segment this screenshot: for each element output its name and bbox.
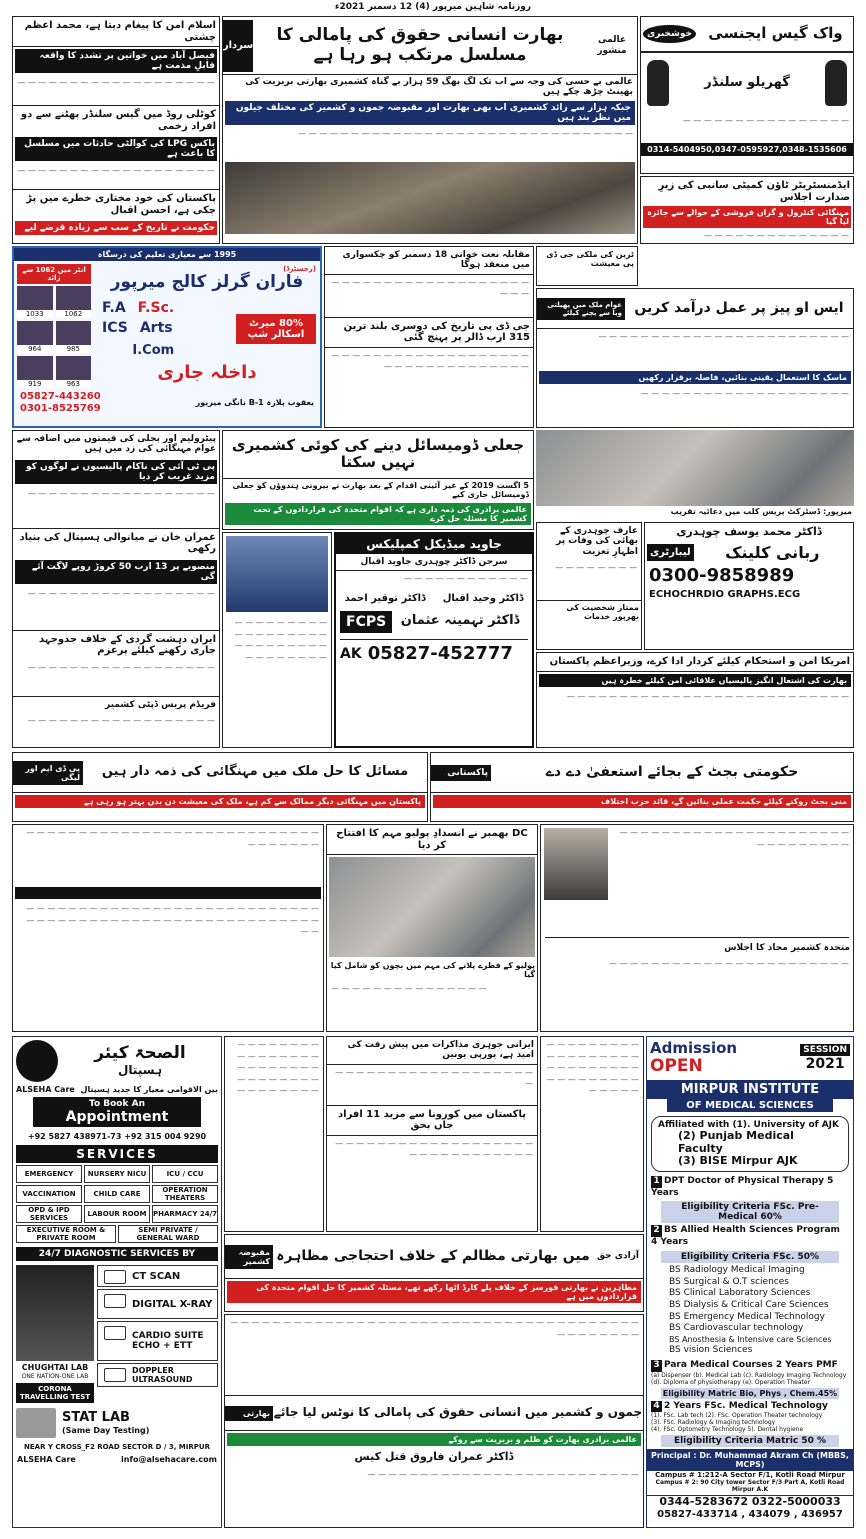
left-headline-4: پاکستان کی خود مختاری خطرے میں پڑ چکی ہے، احسن اقبال <box>13 189 219 219</box>
jammu-headline: جموں و کشمیر میں انسانی حقوق کی پامالی کا نوٹس لیا جائے <box>273 1405 643 1420</box>
sop-body-2: — — — — — — — — — — — — — — — — — — — — <box>640 389 849 398</box>
mirpur-prog-3: 3 Para Medical Courses 2 Years PMF <box>651 1360 849 1372</box>
alseha-book: To Book An <box>89 1099 145 1110</box>
mirpur-elig-3: Eligibility Matric Bio, Phys , Chem.45% <box>662 1388 838 1398</box>
left-lower-stories <box>12 824 324 1032</box>
alseha-appointment: Appointment <box>65 1109 169 1126</box>
band-red-right: منی بجٹ روکنے کیلئے حکمت عملی بنائیں گے، قائد حزب اختلاف <box>433 795 851 808</box>
mid-body-2: — — — — — — — — — — — — — — — — — — <box>27 588 215 598</box>
mirpur-elig-4: Eligibility Criteria Matric 50 % <box>661 1435 839 1447</box>
left-body-1: — — — — — — — — — — — — — — — — — — — <box>17 78 215 87</box>
admin-bar: مہنگائی کنٹرول و گراں فروشی کے حوالے سے جائزہ لیا گیا <box>643 206 851 228</box>
lower-body-1: — — — — — — — — — — — — — — — — — — — — — — — — — — — — — — — — — — — <box>26 828 319 849</box>
gas-phones: 0314-5404950,0347-0595927,0348-1535606 <box>641 143 853 156</box>
right-mid-lower-body: — — — — — — — — — — — — — — — — — — — — — — — — — — — — — — — — — — — — — — — — — <box>546 1040 639 1096</box>
naat-story <box>324 246 534 428</box>
javed-surgeon: سرجن ڈاکٹر چوہدری جاوید اقبال <box>336 554 532 571</box>
xray-figure <box>16 1265 94 1361</box>
mirpur-bs-item: BS Emergency Medical Technology <box>669 1311 825 1322</box>
svc-pharmacy: PHARMACY 24/7 <box>152 1205 218 1223</box>
jammu-bar: عالمی برادری بھارت کو ظلم و بربریت سے روکے <box>227 1433 641 1446</box>
domicile-headline: جعلی ڈومیسائل دینے کی کوئی کشمیری نہیں سکتا <box>223 431 533 479</box>
college-phone-1: 05827-443260 <box>20 391 101 402</box>
alseha-email: info@alsehacare.com <box>121 1454 217 1464</box>
jammu-sub: ڈاکٹر عمران فاروق قتل کیس <box>354 1450 514 1463</box>
left-body-2: — — — — — — — — — — — — — — — — — — — <box>17 166 215 175</box>
alseha-brand: ALSEHA Care <box>16 1085 75 1094</box>
arif-headline: عارف چوہدری کے بھائی کی وفات پر اظہارِ تعزیت <box>556 526 638 557</box>
student-grid <box>17 286 91 388</box>
lead-deck-2: جبکہ ہزار سے زائد کشمیری اب بھی بھارت اور مقبوضہ جموں و کشمیر کی مختلف جیلوں میں نظر بند ہیں <box>225 101 635 125</box>
lower-body-2: — — — — — — — — — — — — — — — — — — — — — — — — — — — — — — — — — — — — — — — — — — — — — — — — — — — — — — — — — — <box>26 904 319 937</box>
mirpur-session: SESSION <box>800 1044 850 1056</box>
band-red-left: پاکستان میں مہنگائی دیگر ممالک سے کم ہے، ملک کی معیشت دن بدن بہتر ہو رہی ہے <box>15 795 425 808</box>
mirpur-aff-2: (2) Punjab Medical Faculty <box>678 1129 794 1155</box>
sharif-caption: متحدہ کشمیر محاذ کا اجلاس <box>724 943 850 953</box>
protest-kicker-left: آزادی حق <box>597 1251 639 1262</box>
admin-body: — — — — — — — — — — — — — — <box>703 231 849 240</box>
stat-sub: (Same Day Testing) <box>62 1425 150 1435</box>
mirpur-phones-1: 0344-5283672 0322-5000033 <box>647 1495 853 1509</box>
iran-headline: ایرانی جوہری مذاکرات میں پیش رفت کی امید ہے، یورپی یونین <box>327 1037 537 1065</box>
javed-medical-ad <box>334 532 534 748</box>
chughtai-lab: CHUGHTAI LAB <box>21 1363 89 1373</box>
mirpur-open: OPEN <box>650 1056 703 1077</box>
alseha-sub: بین الاقوامی معیار کا جدید ہسپتال <box>80 1085 218 1094</box>
band-left <box>12 752 428 822</box>
lead-headline: بھارت انسانی حقوق کی پامالی کا مسلسل مرتکب ہو رہا ہے <box>276 24 564 65</box>
mirpur-bs-item: BS Clinical Laboratory Sciences <box>669 1288 811 1299</box>
band-right-headline: حکومتی بجٹ کے بجائے استعفیٰ دے دے <box>545 764 799 781</box>
left-headline-2: فیصل آباد میں خواتین پر تشدد کا واقعہ قابلِ مذمت ہے <box>15 49 217 73</box>
mirpur-prog-3b: (d). Diploma of physiotherapy (e). Operation Theater <box>651 1378 811 1386</box>
jammu-kicker: بھارتی <box>225 1406 273 1421</box>
rabbani-clinic-ad <box>644 522 854 650</box>
mirpur-bs-item: BS vision Sciences <box>669 1345 753 1356</box>
mirpur-aff-3: (3) BISE Mirpur AJK <box>678 1154 798 1168</box>
mid-body-1: — — — — — — — — — — — — — — — — — — <box>27 488 215 498</box>
clinic-lab: لیبارٹری <box>647 544 694 561</box>
clinic-name: ربانی کلینک <box>725 542 820 562</box>
alseha-diag: 24/7 DIAGNOSTIC SERVICES BY <box>16 1247 218 1261</box>
sop-bar: ماسک کا استعمال یقینی بنائیں، فاصلہ برقرار رکھیں <box>539 371 851 384</box>
sop-story <box>536 288 854 428</box>
cylinder-icon <box>647 60 669 106</box>
mirpur-name-2: OF MEDICAL SCIENCES <box>667 1099 833 1112</box>
doctor-story <box>222 532 332 748</box>
lead-story <box>222 16 638 244</box>
gas-title: واک گیس ایجنسی <box>708 24 843 43</box>
faran-college-ad <box>12 246 322 428</box>
mid-headline-6: فریڈم پریس ڈپٹی کشمیر <box>13 696 219 713</box>
alseha-care-ad <box>12 1036 222 1528</box>
dx-ct-scan: CT SCAN <box>97 1265 218 1287</box>
person-photo <box>226 536 328 612</box>
mirpur-institute-ad <box>646 1036 854 1528</box>
jammu-story <box>224 1314 644 1528</box>
lead-photo <box>225 162 635 234</box>
student-photo: 964 <box>17 321 53 353</box>
us-story <box>536 652 854 748</box>
mid-headline-1: پیٹرولیم اور بجلی کی قیمتوں میں اضافہ سے عوام مہنگائی کی زد میں ہیں <box>16 434 216 455</box>
corona-body: — — — — — — — — — — — — — — — — — — — — — — — — — — — — — — — <box>335 1138 533 1160</box>
program-fa: F.A <box>102 299 126 316</box>
clinic-echo: ECHOCHRDIO GRAPHS.ECG <box>649 588 801 600</box>
protest-story <box>224 1234 644 1312</box>
lead-body: — — — — — — — — — — — — — — — — — — — — — — — — — — — — — — — — <box>298 128 633 138</box>
svc-icu: ICU / CCU <box>152 1165 218 1183</box>
sop-headline: ایس او پیز پر عمل درآمد کریں <box>634 300 844 317</box>
jammu-body-1: — — — — — — — — — — — — — — — — — — — — — — — — — — — — — — — — — — — — — — — — — — — — — — — <box>230 1318 639 1339</box>
mirpur-year: 2021 <box>805 1056 845 1073</box>
javed-ak-logo: AK <box>340 646 362 663</box>
admin-story <box>640 176 854 244</box>
band-right-kicker: پاکستانی <box>431 765 491 781</box>
domicile-bar: 5 اگست 2019 کے غیر آئینی اقدام کے بعد بھارت نے بیرونی ہندوؤں کو جعلی ڈومیسائل جاری کیے <box>232 480 529 499</box>
left-mid-column <box>12 430 220 748</box>
center-lower-left <box>224 1036 324 1232</box>
svc-labour: LABOUR ROOM <box>84 1205 150 1223</box>
stat-lab: STAT LAB <box>62 1409 130 1425</box>
mirpur-elig-2: Eligibility Criteria FSc. 50% <box>661 1251 839 1263</box>
svc-operation: OPERATION THEATERS <box>152 1185 218 1203</box>
javed-fcps: FCPS <box>340 611 392 633</box>
admin-headline: ایڈمنسٹریٹر ٹاؤن کمیٹی سانبی کی زیرِ صدارت اجلاس <box>658 180 850 203</box>
right-lower-body-2: — — — — — — — — — — — — — — — — — — — — — — — <box>609 959 849 969</box>
mirpur-bs-item: BS Cardiovascular technology <box>669 1323 804 1334</box>
svc-executive: EXECUTIVE ROOM & PRIVATE ROOM <box>16 1225 116 1243</box>
right-mid-lower <box>540 1036 644 1232</box>
us-sub: بھارت کی اشتعال انگیز پالیسیاں علاقائی امن کیلئے خطرہ ہیں <box>539 674 851 687</box>
college-badge: انٹر میں 1062 سے زائد <box>17 264 91 284</box>
left-news-column <box>12 16 220 244</box>
mirpur-prog-3a: (a) Dispenser (b). Medical Lab (c). Radiology Imaging Technology <box>651 1371 847 1379</box>
mid-headline-5: ایران دہشت گردی کے خلاف جدوجہد جاری رکھنے کیلئے پرعزم <box>13 630 219 660</box>
naat-headline: مقابلہ نعت خوانی 18 دسمبر کو چکسواری میں منعقد ہوگا <box>325 247 533 275</box>
sop-body: — — — — — — — — — — — — — — — — — — — — — — — — <box>598 332 849 341</box>
left-headline-3: کوٹلی روڈ میں گیس سلنڈر پھٹنے سے دو افراد زخمی <box>13 105 219 135</box>
train-headline: ٹرین کی ملکی جی ڈی پی معیشت <box>546 250 634 269</box>
right-lower-body: — — — — — — — — — — — — — — — — — — — — — — — — — — — — — — — <box>619 828 849 849</box>
svc-opd: OPD & IPD SERVICES <box>16 1205 82 1223</box>
us-body: — — — — — — — — — — — — — — — — — — — — — — — — — — — <box>566 691 849 701</box>
mirpur-prog-4-item: (3). FSc. Radiology & Imaging technology <box>651 1419 776 1427</box>
student-photo: 1033 <box>17 286 53 318</box>
alseha-name: الصحۃ کیئر <box>94 1043 186 1064</box>
alseha-footer-brand: ALSEHA Care <box>17 1454 76 1464</box>
gdp-body: — — — — — — — — — — — — — — — — — — — — — — — — — — — — — — — — — <box>331 350 529 372</box>
mirpur-campus-2: Campus # 2: 90 City tower Sector F/3 Part A, Kotli Road Mirpur A.K <box>655 1479 845 1494</box>
college-since: 1995 سے معیاری تعلیم کی درسگاہ <box>14 248 320 261</box>
protest-headline: میں بھارتی مظالم کے خلاف احتجاجی مظاہرہ <box>276 1248 590 1265</box>
us-headline: امریکا امن و استحکام کیلئے کردار ادا کرے، وزیراعظم پاکستان <box>537 653 853 672</box>
band-left-kicker: پی ڈی ایم اور لیگی <box>13 761 83 785</box>
gas-body: — — — — — — — — — — — — — — — — <box>682 116 849 125</box>
arif-story <box>536 522 642 650</box>
mirpur-name: MIRPUR INSTITUTE <box>647 1080 853 1099</box>
alseha-phones: +92 5827 438971-73 +92 315 004 9290 <box>27 1132 207 1142</box>
alseha-address: NEAR Y CROSS_F2 ROAD SECTOR D / 3, MIRPUR <box>24 1442 210 1451</box>
right-lower-stories <box>540 824 854 1032</box>
dx-digital-xray: DIGITAL X-RAY <box>97 1289 218 1319</box>
mirpur-prog-2: 2 BS Allied Health Sciences Program 4 Years <box>651 1225 840 1248</box>
person-photo <box>544 828 608 900</box>
iran-body: — — — — — — — — — — — — — — — — — — — — <box>335 1067 533 1089</box>
svc-nursery: NURSERY NICU <box>84 1165 150 1183</box>
left-headline-4b: حکومت نے تاریخ کے سب سے زیادہ قرضے لیے <box>15 221 217 235</box>
javed-phone: 05827-452777 <box>367 642 513 664</box>
program-icom: I.Com <box>132 342 175 358</box>
lead-deck: عالمی بے حسی کی وجہ سے اب تک لگ بھگ 59 ہزار بے گناہ کشمیری بھارتی بربریت کی بھینٹ چڑھ چکے ہیں <box>245 77 633 98</box>
svc-vaccination: VACCINATION <box>16 1185 82 1203</box>
arif-sub: ممتاز شخصیت کی بھرپور خدمات <box>537 600 641 623</box>
svc-emergency: EMERGENCY <box>16 1165 82 1183</box>
band-left-headline: مسائل کا حل ملک میں مہنگائی کی ذمہ دار ہیں <box>101 764 409 780</box>
mirpur-prog-4-item: (4). FSc. Optometry Technology 5). Dental hygiene <box>651 1426 804 1434</box>
lab-icon <box>16 1408 56 1438</box>
mirpur-aff-1: Affiliated with (1). University of AJK <box>658 1119 839 1130</box>
lead-kicker-left: عالمی منشور <box>597 35 627 56</box>
clinic-phone: 0300-9858989 <box>649 565 795 587</box>
dc-polio-story <box>326 824 538 1032</box>
college-registered: (رجسٹرڈ) <box>283 265 316 273</box>
svc-child-care: CHILD CARE <box>84 1185 150 1203</box>
mid-body-3: — — — — — — — — — — — — — — — — — — <box>27 662 215 672</box>
mid-headline-4: منصوبے پر 13 ارب 50 کروڑ روپے لاگت آئے گی <box>15 560 217 584</box>
arif-body: — — — — — — — — <box>555 563 637 573</box>
mirpur-prog-4-item: (1). FSc. Lab tech (2). FSc. Operation Theater technology <box>651 1412 823 1420</box>
masthead-date: روزنامہ شاہین میرپور (4) 12 دسمبر 2021ء <box>334 2 532 12</box>
left-headline-1: اسلام امن کا پیغام دیتا ہے، محمد اعظم چشتی <box>13 17 219 47</box>
alseha-services: SERVICES <box>16 1145 218 1163</box>
mirpur-admission: Admission <box>650 1039 738 1057</box>
lead-kicker-right: سردار <box>223 20 253 72</box>
protest-kicker: مقبوضہ کشمیر <box>225 1245 273 1269</box>
domicile-story <box>222 430 534 530</box>
javed-title: جاوید میڈیکل کمپلیکس <box>336 534 532 554</box>
svc-semi-private: SEMI PRIVATE / GENERAL WARD <box>118 1225 218 1243</box>
javed-dr-1: ڈاکٹر وحید اقبال <box>442 593 524 605</box>
clinic-doctor: ڈاکٹر محمد یوسف چوہدری <box>676 525 822 538</box>
lower-bar <box>15 887 321 899</box>
mirpur-bs-item: BS Surgical & O.T sciences <box>669 1276 789 1287</box>
program-ics: ICS <box>102 319 128 336</box>
program-arts: Arts <box>139 319 173 336</box>
dx-cardio: CARDIO SUITE ECHO + ETT <box>97 1321 218 1361</box>
cylinder-icon <box>825 60 847 106</box>
mirpur-principal: Principal : Dr. Muhammad Akram Ch (MBBS, MCPS) <box>647 1449 853 1471</box>
college-phone-2: 0301-8525769 <box>20 402 101 414</box>
mirpur-elig-1: Eligibility Criteria FSc. Pre- Medical 60% <box>661 1201 839 1223</box>
dx-doppler: DOPPLER ULTRASOUND <box>97 1363 218 1387</box>
train-story <box>536 246 638 286</box>
naat-body: — — — — — — — — — — — — — — — — — — — — — — <box>331 277 529 299</box>
javed-dr-3: ڈاکٹر تہمینہ عثمان <box>400 613 520 629</box>
mirpur-bs-item: BS Dialysis & Critical Care Sciences <box>669 1299 829 1310</box>
mirpur-phones-2: 05827-433714 , 434079 , 436957 <box>657 1509 843 1521</box>
student-photo: 985 <box>56 321 92 353</box>
chughtai-sub: ONE NATION-ONE LAB <box>21 1372 89 1380</box>
jammu-body-2: — — — — — — — — — — — — — — — — — — — — — — — — — — <box>367 1469 639 1479</box>
iran-story <box>326 1036 538 1232</box>
protest-bar: مظاہرین نے بھارتی فورسز کے خلاف پلے کارڈ اٹھا رکھے تھے، مسئلہ کشمیر کا حل اقوام متحدہ کی قراردادوں میں ہے <box>227 1281 641 1303</box>
college-address: یعقوب پلازہ B-1 نانگی میرپور <box>195 397 314 407</box>
college-scholarship: 80% میرٹ اسکالر شپ <box>236 314 316 344</box>
prayer-caption: میرپور: ڈسٹرکٹ پریس کلب میں دعائیہ تقریب <box>670 507 852 516</box>
dc-body: — — — — — — — — — — — — — — — <box>331 984 487 994</box>
college-admission: داخلہ جاری <box>157 361 257 383</box>
mid-headline-2: پی ٹی آئی کی ناکام پالیسیوں نے لوگوں کو مزید غریب کر دیا <box>15 460 217 484</box>
program-fsc: F.Sc. <box>137 299 175 316</box>
alseha-logo-icon <box>16 1040 58 1082</box>
polio-photo <box>329 857 535 957</box>
mirpur-bs-item: BS Anosthesia & Intensive care Sciences <box>669 1334 832 1344</box>
mirpur-prog-4: 4 2 Years FSc. Medical Technology <box>651 1401 849 1413</box>
mid-body-4: — — — — — — — — — — — — — — — — — — <box>27 716 215 726</box>
corona-test: CORONA TRAVELLING TEST <box>16 1383 94 1403</box>
student-photo: 1062 <box>56 286 92 318</box>
student-photo: 919 <box>17 356 53 388</box>
gas-khushkhabri: خوشخبری <box>643 25 696 43</box>
domicile-bar-2: عالمی برادری کی ذمہ داری ہے کہ اقوام متحدہ کی قراردادوں کے تحت کشمیر کا مسئلہ حل کرے <box>225 503 531 525</box>
doctor-body: — — — — — — — — — — — — — — — — — — — — — — — — — — — — — — — — — — — <box>234 618 327 662</box>
mirpur-campus-1: Campus # 1:212-A Sector F/1, Kotli Road Mirpur <box>655 1471 845 1480</box>
gdp-headline: جی ڈی پی تاریخ کی دوسری بلند ترین 315 ارب ڈالر پر پہنچ گئی <box>325 317 533 348</box>
band-right <box>430 752 854 822</box>
mirpur-prog-1: 1 DPT Doctor of Physical Therapy 5 Years <box>651 1176 834 1198</box>
gas-product: گھریلو سلنڈر <box>704 74 790 90</box>
mirpur-bs-item: BS Radiology Medical Imaging <box>669 1264 805 1275</box>
mid-headline-3: عمران خان نے میانوالی ہسپتال کی بنیاد رکھی <box>13 528 219 558</box>
javed-dr-2: ڈاکٹر توقیر احمد <box>344 593 426 605</box>
dc-headline: DC بھمبر نے انسدادِ پولیو مہم کا افتتاح کر دیا <box>327 825 537 855</box>
polio-caption: پولیو کے قطرے پلانے کی مہم میں بچوں کو شامل کیا گیا <box>330 961 535 980</box>
center-lower-body: — — — — — — — — — — — — — — — — — — — — — — — — — — — — — — — — — — — — — — — — <box>237 1040 319 1096</box>
alseha-hospital: ہسپتال <box>118 1062 162 1077</box>
gas-agency-ad <box>640 16 854 174</box>
sop-kicker: عوام ملک میں پھیلتی وبا سے بچنے کیلئے <box>537 298 625 320</box>
student-photo: 963 <box>56 356 92 388</box>
javed-body: — — — — — — — — — — — — <box>404 574 528 584</box>
corona-headline: پاکستان میں کورونا سے مزید 11 افراد جاں بحق <box>327 1105 537 1136</box>
prayer-photo <box>536 430 854 520</box>
college-name: فاران گرلز کالج میرپور <box>110 272 304 293</box>
left-headline-3b: باکس LPG کی کوالٹی حادثات میں مسلسل کا باعث ہے <box>15 137 217 161</box>
